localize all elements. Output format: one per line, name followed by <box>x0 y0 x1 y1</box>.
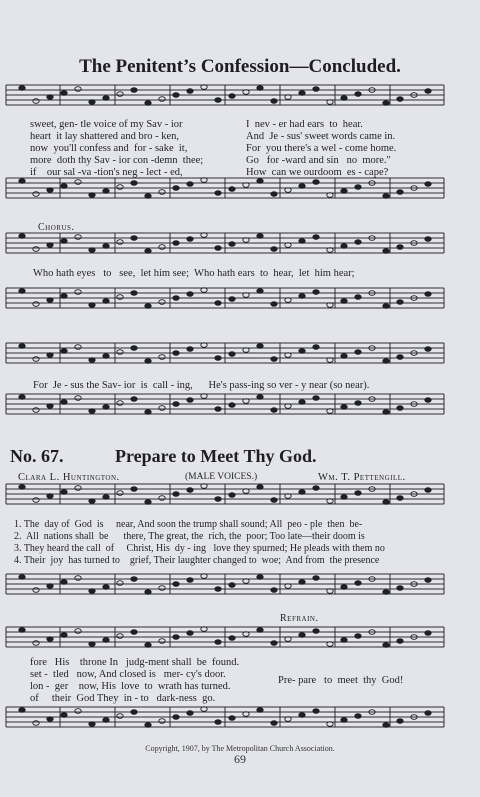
verse67-end-2: set - tled now, And closed is mer- cy's door. <box>30 669 226 680</box>
verse-line-3a: now you'll confess and for - sake it, <box>30 143 188 154</box>
verse-line-2b: And Je - sus' sweet words came in. <box>246 131 396 142</box>
staff-1 <box>6 178 444 199</box>
verse-line-1b: I nev - er had ears to hear. <box>246 119 363 130</box>
staff-8 <box>6 627 444 648</box>
verse67-end-1: fore His throne In judg-ment shall be found. <box>30 657 240 668</box>
staff-9 <box>6 707 444 728</box>
staff-4 <box>6 343 444 364</box>
staff-7 <box>6 574 444 595</box>
author: Clara L. Huntington. <box>18 472 120 483</box>
staff-0 <box>6 85 444 106</box>
staff-5 <box>6 394 444 415</box>
verse67-1: 1. The day of God is near, And soon the trump shall sound; All peo - ple then be- <box>14 519 363 530</box>
song-number: No. 67. <box>10 446 64 466</box>
verse-line-4a: more doth thy Sav - ior con -demn thee; <box>30 155 204 166</box>
verse67-4: 4. Their joy has turned to grief, Their laughter changed to woe; And from the presence <box>14 555 380 566</box>
chorus-label: Chorus. <box>38 222 75 233</box>
verse67-end-3: lon - ger now, His love to wrath has turned. <box>30 681 231 692</box>
chorus-line-1: Who hath eyes to see, let him see; Who hath ears to hear, let him hear; <box>33 268 355 279</box>
chorus-line-2: For Je - sus the Sav- ior is call - ing, He's pass-ing so ver - y near (so near). <box>33 380 370 391</box>
verse-line-3b: For you there's a wel - come home. <box>246 143 397 154</box>
page-number: 69 <box>234 752 246 766</box>
verse-line-1a: sweet, gen- tle voice of my Sav - ior <box>30 119 183 130</box>
staff-3 <box>6 288 444 309</box>
staff-2 <box>6 233 444 254</box>
refrain-label: Refrain. <box>280 613 319 624</box>
verse67-end-4: of their God They in - to dark-ness go. <box>30 693 216 704</box>
verse-line-2a: heart it lay shattered and bro - ken, <box>30 131 179 142</box>
verse67-2: 2. All nations shall be there, The great, the rich, the poor; Too late—their doom is <box>14 531 365 542</box>
staff-6 <box>6 484 444 505</box>
verse-line-5b: How can we ourdoom es - cape? <box>246 167 389 178</box>
copyright: Copyright, 1907, by The Metropolitan Church Association. <box>145 744 335 753</box>
composer: Wm. T. Pettengill. <box>318 472 406 483</box>
refrain-text: Pre- pare to meet thy God! <box>278 675 404 686</box>
verse-line-4b: Go for -ward and sin no more." <box>246 155 391 166</box>
verse-line-5a: if our sal -va -tion's neg - lect - ed, <box>30 167 183 178</box>
voices-note: (MALE VOICES.) <box>185 472 258 482</box>
song-title: Prepare to Meet Thy God. <box>115 446 317 466</box>
top-song-title: The Penitent’s Confession—Concluded. <box>79 56 401 77</box>
verse67-3: 3. They heard the call of Christ, His dy - ing love they spurned; He pleads with them no <box>14 543 385 554</box>
